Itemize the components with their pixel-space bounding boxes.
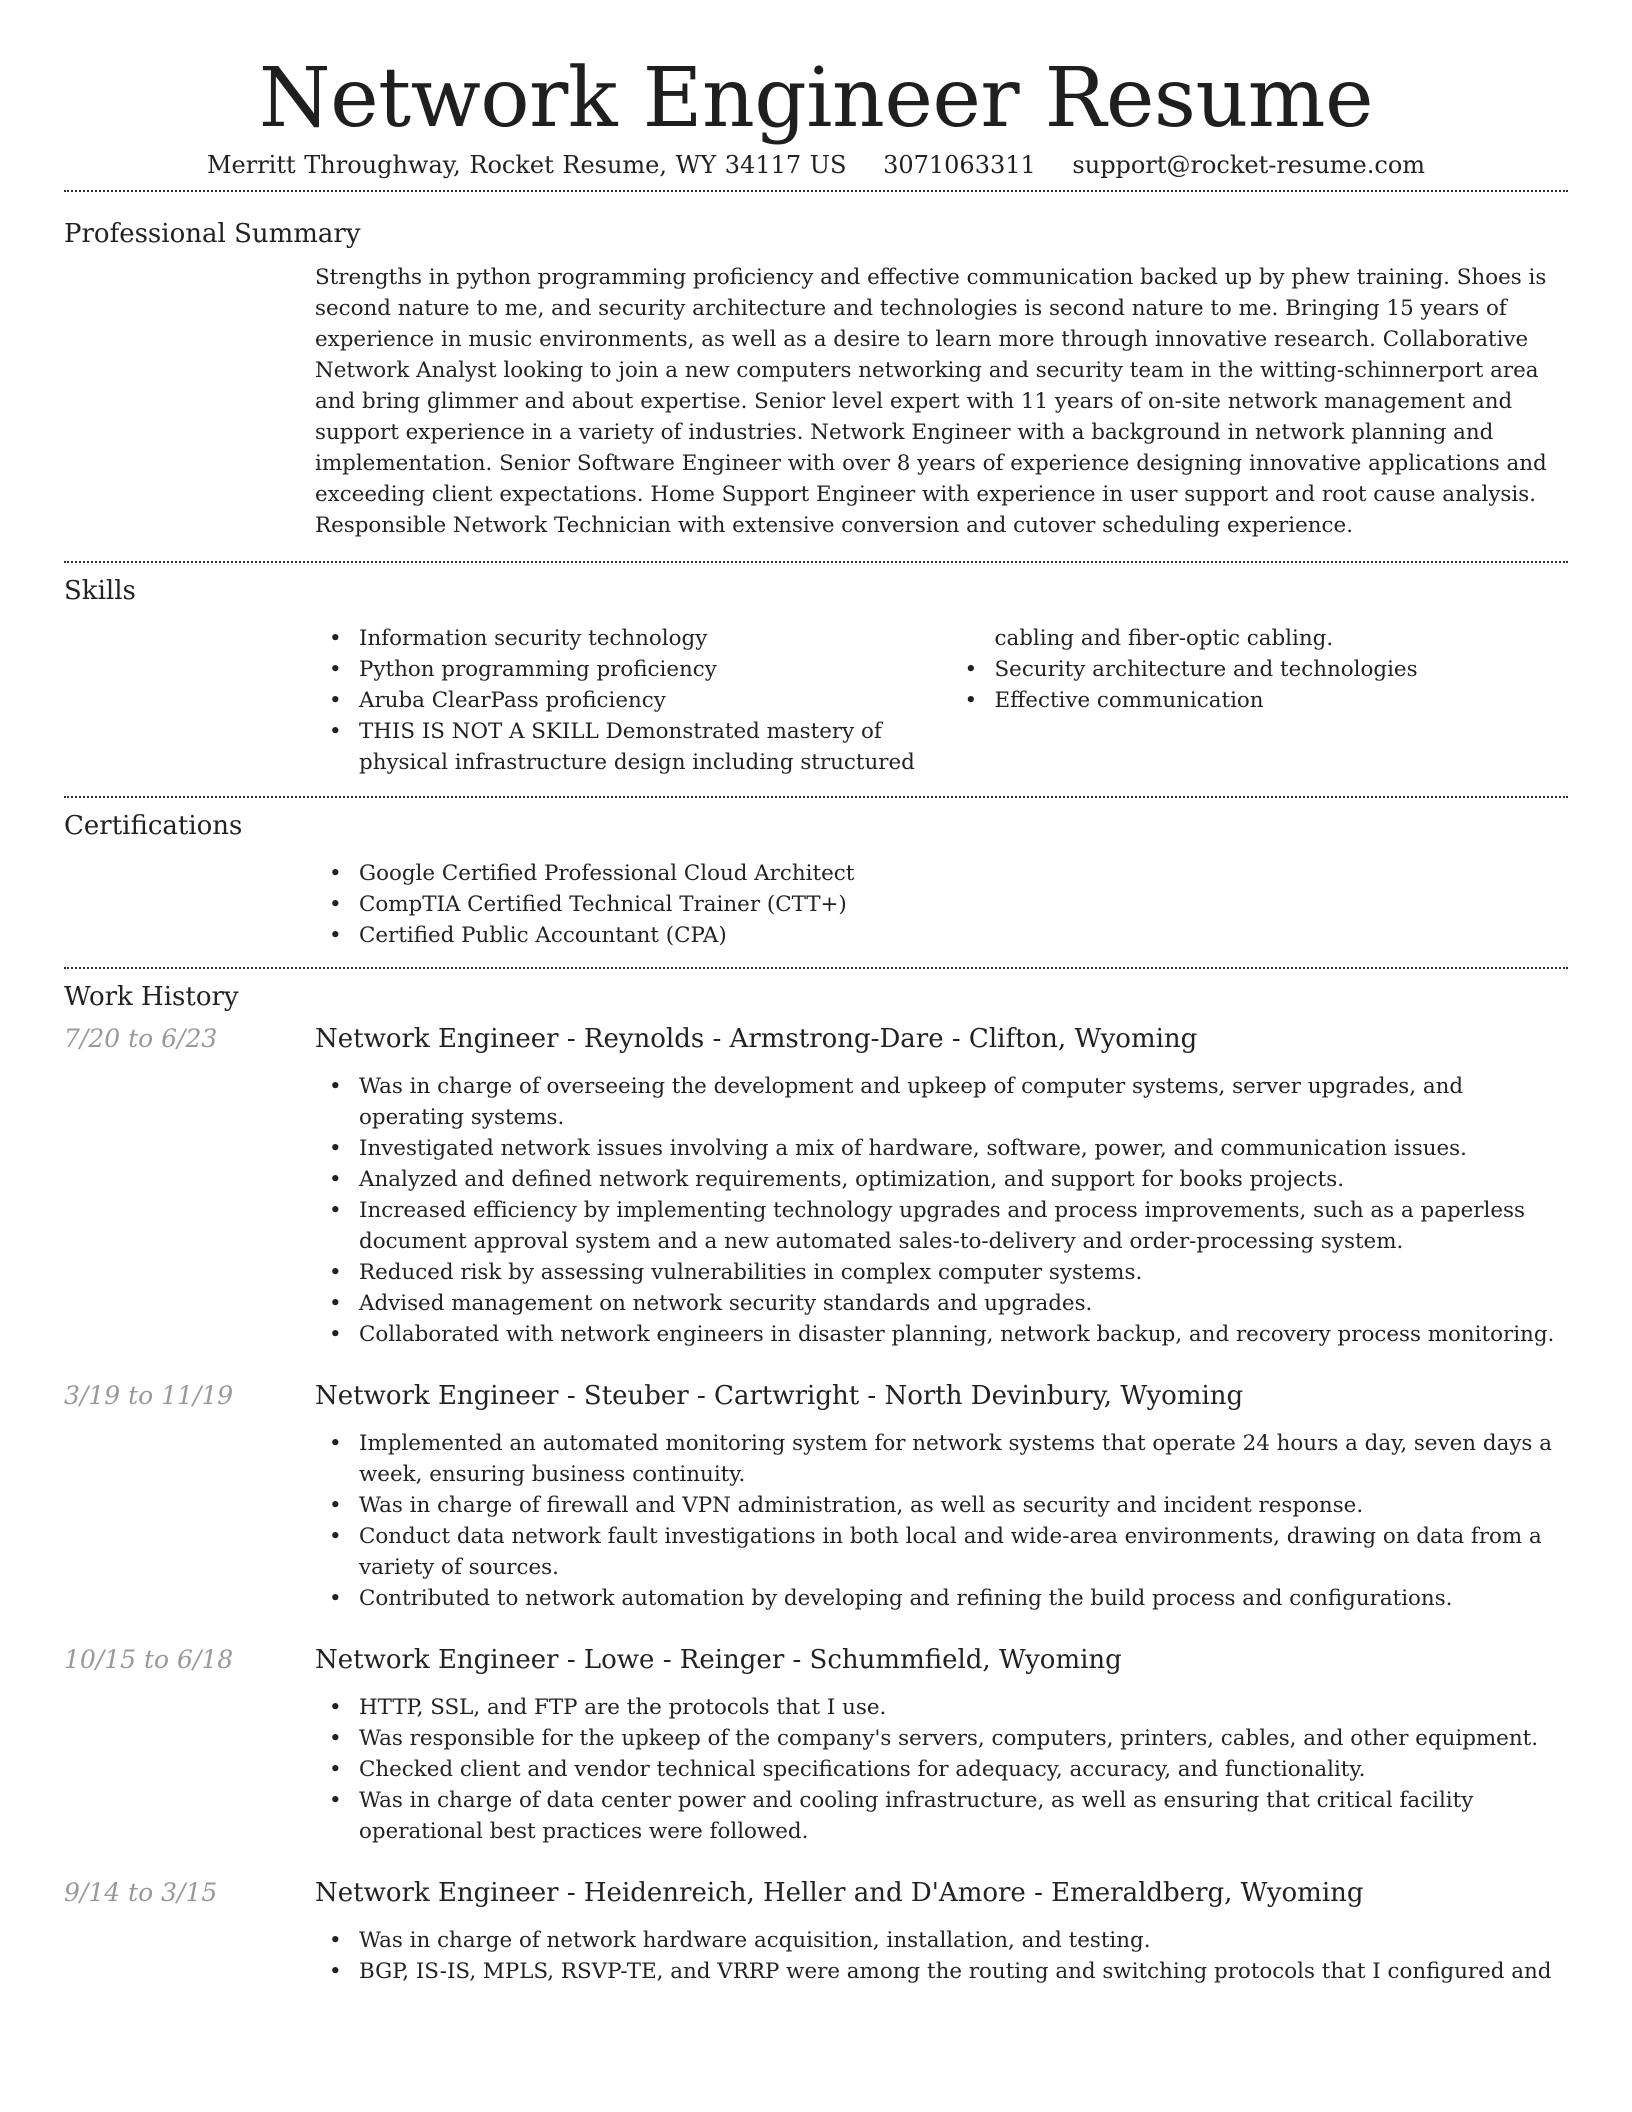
work-history-heading: Work History xyxy=(64,982,239,1012)
job-bullet: • Analyzed and defined network requirements, optimization, and support for books projects. xyxy=(315,1164,1568,1195)
job-title: Network Engineer - Steuber - Cartwright - North Devinbury, Wyoming xyxy=(315,1381,1244,1411)
job-dates: 9/14 to 3/15 xyxy=(64,1878,218,1907)
summary-text: Strengths in python programming proficiency and effective communication backed up by phew training. Shoes is second nature to me, and security architecture and technologies is second nature to me. Bringing 15 years of experience in music environments, as well as a desire to learn more through innovative research. Collaborative Network Analyst looking to join a new computers networking and security team in the witting-schinnerport area and bring glimmer and about expertise. Senior level expert with 11 years of on-site network management and support experience in a variety of industries. Network Engineer with a background in network planning and implementation. Senior Software Engineer with over 8 years of experience designing innovative applications and exceeding client expectations. Home Support Engineer with experience in user support and root cause analysis. Responsible Network Technician with extensive conversion and cutover scheduling experience. xyxy=(315,265,1547,538)
certification-item: • Certified Public Accountant (CPA) xyxy=(315,920,1568,951)
job-bullet: • Implemented an automated monitoring system for network systems that operate 24 hours a day, seven days a week, ensuring business continuity. xyxy=(315,1428,1568,1490)
contact-address: Merritt Throughway, Rocket Resume, WY 34117 US xyxy=(206,151,847,179)
job-bullet: • HTTP, SSL, and FTP are the protocols that I use. xyxy=(315,1692,1568,1723)
contact-line xyxy=(64,150,1568,190)
job-bullets xyxy=(315,1925,1568,1987)
skills-heading: Skills xyxy=(64,576,136,606)
job-bullet: • Was in charge of overseeing the development and upkeep of computer systems, server upgrades, and operating systems. xyxy=(315,1071,1568,1133)
job-entry xyxy=(64,1877,1568,1987)
job-entry xyxy=(64,1023,1568,1350)
certification-item: • CompTIA Certified Technical Trainer (CTT+) xyxy=(315,889,1568,920)
certifications-list xyxy=(315,858,1568,951)
job-bullet: • Was in charge of network hardware acquisition, installation, and testing. xyxy=(315,1925,1568,1956)
job-title: Network Engineer - Reynolds - Armstrong-Dare - Clifton, Wyoming xyxy=(315,1024,1198,1054)
job-bullet: • Investigated network issues involving a mix of hardware, software, power, and communication issues. xyxy=(315,1133,1568,1164)
summary-heading: Professional Summary xyxy=(64,219,361,249)
contact-email: support@rocket-resume.com xyxy=(1072,151,1426,179)
job-dates: 7/20 to 6/23 xyxy=(64,1024,218,1053)
job-bullet: • Increased efficiency by implementing technology upgrades and process improvements, such as a paperless document approval system and a new automated sales-to-delivery and order-processing system. xyxy=(315,1195,1568,1257)
skill-item: • THIS IS NOT A SKILL Demonstrated mastery of physical infrastructure design including structured cabling and fiber-optic cabling. xyxy=(315,623,1568,778)
skill-item: • Aruba ClearPass proficiency xyxy=(315,685,933,716)
job-dates: 10/15 to 6/18 xyxy=(64,1645,234,1674)
resume-title: Network Engineer Resume xyxy=(258,51,1374,146)
job-bullet: • Was in charge of data center power and cooling infrastructure, as well as ensuring that critical facility operational best practices were followed. xyxy=(315,1785,1568,1847)
job-bullet: • Was in charge of firewall and VPN administration, as well as security and incident response. xyxy=(315,1490,1568,1521)
job-bullet: • Reduced risk by assessing vulnerabilities in complex computer systems. xyxy=(315,1257,1568,1288)
certification-item: • Google Certified Professional Cloud Architect xyxy=(315,858,1568,889)
job-bullet: • Checked client and vendor technical specifications for adequacy, accuracy, and functionality. xyxy=(315,1754,1568,1785)
job-title: Network Engineer - Heidenreich, Heller and D'Amore - Emeraldberg, Wyoming xyxy=(315,1878,1364,1908)
job-bullet: • BGP, IS-IS, MPLS, RSVP-TE, and VRRP were among the routing and switching protocols that I configured and xyxy=(315,1956,1568,1987)
job-bullet: • Contributed to network automation by developing and refining the build process and configurations. xyxy=(315,1583,1568,1614)
skills-list xyxy=(315,623,1568,778)
job-bullet: • Advised management on network security standards and upgrades. xyxy=(315,1288,1568,1319)
job-bullet: • Was responsible for the upkeep of the company's servers, computers, printers, cables, and other equipment. xyxy=(315,1723,1568,1754)
job-entry xyxy=(64,1380,1568,1614)
job-entry xyxy=(64,1644,1568,1847)
job-bullets xyxy=(315,1692,1568,1847)
job-bullet: • Conduct data network fault investigations in both local and wide-area environments, drawing on data from a variety of sources. xyxy=(315,1521,1568,1583)
skill-item: • Security architecture and technologies xyxy=(951,654,1569,685)
job-bullets xyxy=(315,1071,1568,1350)
job-title: Network Engineer - Lowe - Reinger - Schummfield, Wyoming xyxy=(315,1645,1122,1675)
skill-item: • Effective communication xyxy=(951,685,1569,716)
certifications-heading: Certifications xyxy=(64,811,243,841)
contact-phone: 3071063311 xyxy=(883,151,1036,179)
job-bullet: • Collaborated with network engineers in disaster planning, network backup, and recovery process monitoring. xyxy=(315,1319,1568,1350)
skill-item: • Python programming proficiency xyxy=(315,654,933,685)
job-dates: 3/19 to 11/19 xyxy=(64,1381,234,1410)
job-bullets xyxy=(315,1428,1568,1614)
skill-item: • Information security technology xyxy=(315,623,933,654)
